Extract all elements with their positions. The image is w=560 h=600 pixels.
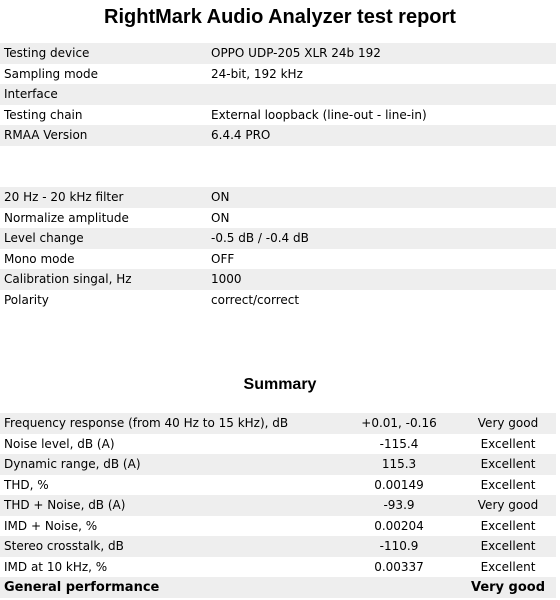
- device-info-table: [0, 43, 556, 146]
- table-row: [0, 434, 556, 455]
- table-row: [0, 495, 556, 516]
- general-performance-row: [0, 577, 556, 598]
- summary-table: [0, 413, 556, 598]
- metric-label: Dynamic range, dB (A): [0, 454, 338, 475]
- metric-value: 115.3: [338, 454, 460, 475]
- metric-rating: Very good: [460, 413, 556, 434]
- row-value: External loopback (line-out - line-in): [207, 105, 556, 126]
- row-label: Normalize amplitude: [0, 208, 207, 229]
- general-performance-label: General performance: [0, 577, 338, 598]
- summary-title: Summary: [243, 376, 317, 393]
- table-row: [0, 249, 556, 270]
- row-value: 1000: [207, 269, 556, 290]
- row-value: 6.4.4 PRO: [207, 125, 556, 146]
- general-performance-rating: Very good: [460, 577, 556, 598]
- metric-label: THD + Noise, dB (A): [0, 495, 338, 516]
- general-performance-value: [338, 577, 460, 598]
- table-row: [0, 290, 556, 311]
- row-label: Interface: [0, 84, 207, 105]
- row-label: RMAA Version: [0, 125, 207, 146]
- row-value: ON: [207, 208, 556, 229]
- metric-value: 0.00204: [338, 516, 460, 537]
- metric-value: 0.00337: [338, 557, 460, 578]
- settings-table: [0, 187, 556, 310]
- row-value: correct/correct: [207, 290, 556, 311]
- metric-value: +0.01, -0.16: [338, 413, 460, 434]
- metric-rating: Excellent: [460, 454, 556, 475]
- table-row: [0, 43, 556, 64]
- row-label: Sampling mode: [0, 64, 207, 85]
- row-value: OFF: [207, 249, 556, 270]
- table-row: [0, 536, 556, 557]
- table-row: [0, 557, 556, 578]
- row-value: ON: [207, 187, 556, 208]
- row-value: OPPO UDP-205 XLR 24b 192: [207, 43, 556, 64]
- page-title: RightMark Audio Analyzer test report: [104, 6, 456, 28]
- row-label: 20 Hz - 20 kHz filter: [0, 187, 207, 208]
- row-value: 24-bit, 192 kHz: [207, 64, 556, 85]
- metric-label: IMD + Noise, %: [0, 516, 338, 537]
- row-label: Mono mode: [0, 249, 207, 270]
- metric-label: IMD at 10 kHz, %: [0, 557, 338, 578]
- table-row: [0, 125, 556, 146]
- metric-rating: Excellent: [460, 536, 556, 557]
- metric-label: Noise level, dB (A): [0, 434, 338, 455]
- table-row: [0, 475, 556, 496]
- row-label: Testing chain: [0, 105, 207, 126]
- metric-label: Stereo crosstalk, dB: [0, 536, 338, 557]
- row-label: Testing device: [0, 43, 207, 64]
- table-row: [0, 269, 556, 290]
- metric-value: 0.00149: [338, 475, 460, 496]
- metric-value: -110.9: [338, 536, 460, 557]
- table-row: [0, 64, 556, 85]
- metric-rating: Excellent: [460, 475, 556, 496]
- metric-rating: Excellent: [460, 557, 556, 578]
- table-row: [0, 105, 556, 126]
- row-value: -0.5 dB / -0.4 dB: [207, 228, 556, 249]
- metric-value: -115.4: [338, 434, 460, 455]
- row-value: [207, 84, 556, 105]
- metric-label: Frequency response (from 40 Hz to 15 kHz), dB: [0, 413, 338, 434]
- table-row: [0, 208, 556, 229]
- metric-rating: Excellent: [460, 516, 556, 537]
- row-label: Level change: [0, 228, 207, 249]
- metric-label: THD, %: [0, 475, 338, 496]
- row-label: Polarity: [0, 290, 207, 311]
- metric-value: -93.9: [338, 495, 460, 516]
- table-row: [0, 516, 556, 537]
- metric-rating: Excellent: [460, 434, 556, 455]
- table-row: [0, 454, 556, 475]
- metric-rating: Very good: [460, 495, 556, 516]
- table-row: [0, 228, 556, 249]
- row-label: Calibration singal, Hz: [0, 269, 207, 290]
- table-row: [0, 413, 556, 434]
- table-row: [0, 84, 556, 105]
- table-row: [0, 187, 556, 208]
